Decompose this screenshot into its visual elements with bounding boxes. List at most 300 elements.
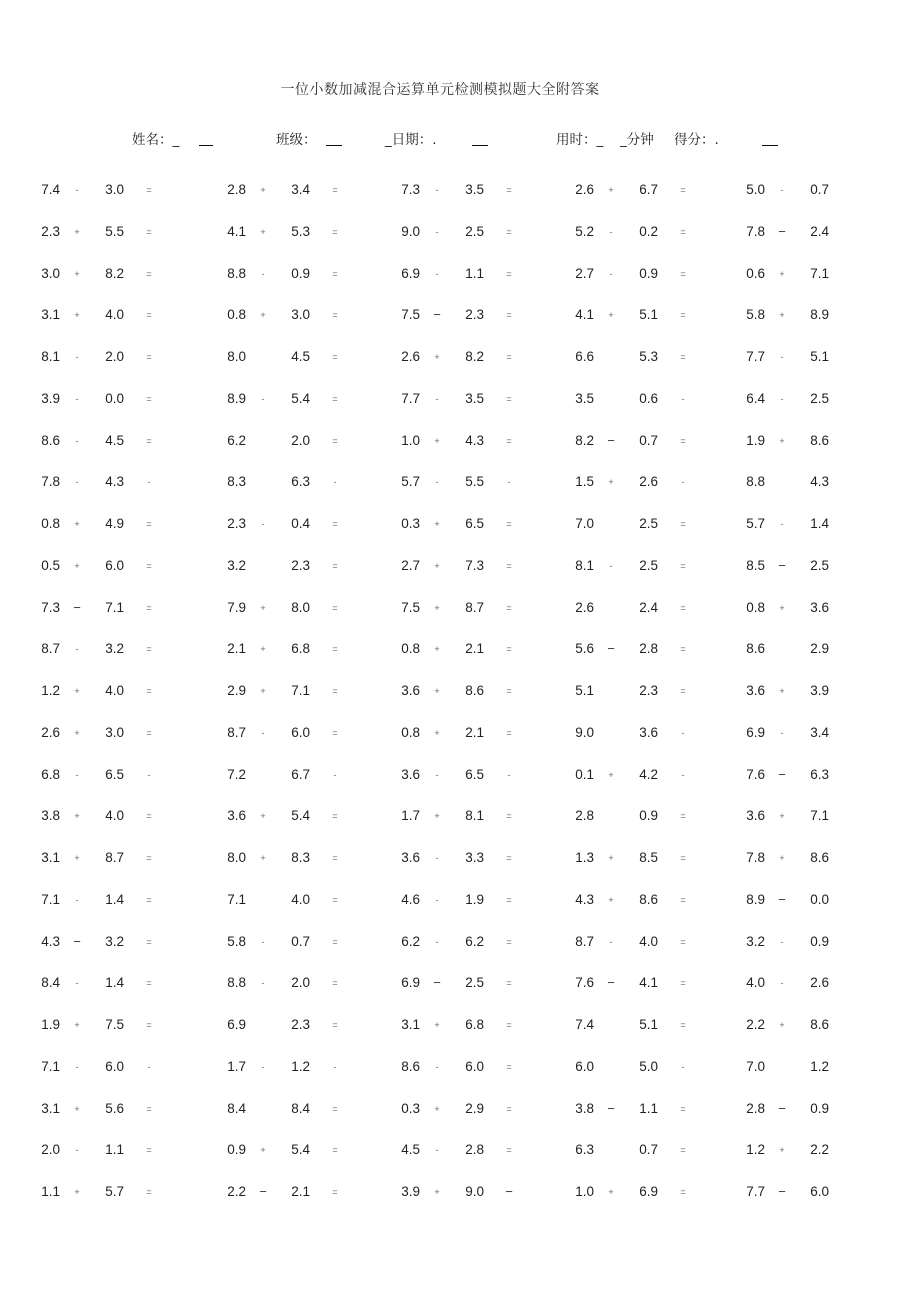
operand-a: 2.8 bbox=[227, 182, 246, 197]
equals-sign: = bbox=[506, 686, 512, 696]
operand-a: 2.7 bbox=[401, 557, 420, 573]
operand-a: 1.2 bbox=[746, 1142, 765, 1158]
operand-b: 2.1 bbox=[465, 641, 484, 657]
operator-sign: + bbox=[74, 727, 80, 738]
operand-b: 7.1 bbox=[291, 683, 310, 698]
equals-sign: = bbox=[332, 393, 338, 404]
operand-a: 3.9 bbox=[41, 390, 60, 406]
operand-a: 7.6 bbox=[746, 766, 765, 782]
operand-b: 4.5 bbox=[291, 349, 310, 364]
operand-b: 2.6 bbox=[639, 474, 658, 490]
operator-sign: − bbox=[73, 933, 81, 949]
operand-a: 8.5 bbox=[746, 557, 765, 573]
problem-row bbox=[0, 1099, 920, 1119]
equals-sign: = bbox=[332, 226, 338, 237]
equals-sign: = bbox=[680, 226, 686, 237]
operator-sign: - bbox=[75, 185, 79, 195]
operand-a: 6.3 bbox=[575, 1142, 594, 1158]
operand-b: 5.5 bbox=[105, 223, 124, 239]
equals-sign: = bbox=[146, 1187, 152, 1197]
operand-a: 8.8 bbox=[227, 975, 246, 991]
operator-sign: - bbox=[435, 226, 439, 237]
operator-sign: - bbox=[780, 978, 784, 989]
operator-sign: − bbox=[778, 1100, 786, 1116]
operand-a: 3.1 bbox=[41, 850, 60, 865]
operand-b: 3.3 bbox=[465, 850, 484, 865]
equals-sign: = bbox=[506, 393, 512, 404]
operand-b: 2.4 bbox=[639, 599, 658, 615]
equals-sign: - bbox=[507, 477, 511, 488]
operator-sign: − bbox=[607, 1100, 615, 1116]
operand-b: 4.1 bbox=[639, 975, 658, 991]
operator-sign: + bbox=[74, 1187, 80, 1197]
operand-b: 1.4 bbox=[105, 975, 124, 991]
name-label: 姓名：_ bbox=[132, 132, 180, 148]
operator-sign: - bbox=[435, 1061, 439, 1072]
operand-a: 8.1 bbox=[41, 349, 60, 364]
operand-b: 1.1 bbox=[639, 1100, 658, 1116]
operand-b: 4.3 bbox=[105, 474, 124, 490]
operand-a: 4.3 bbox=[575, 891, 594, 907]
operand-b: 6.0 bbox=[810, 1184, 829, 1199]
operator-sign: - bbox=[261, 978, 265, 989]
operand-a: 2.8 bbox=[575, 808, 594, 824]
operand-b: 9.0 bbox=[465, 1184, 484, 1199]
operator-sign: - bbox=[780, 936, 784, 947]
operator-sign: + bbox=[74, 1103, 80, 1114]
operand-a: 6.2 bbox=[401, 933, 420, 949]
operand-b: 3.4 bbox=[291, 182, 310, 197]
operator-sign: - bbox=[435, 185, 439, 195]
operand-a: 0.8 bbox=[227, 307, 246, 323]
operand-b: 6.8 bbox=[465, 1017, 484, 1032]
operator-sign: + bbox=[74, 310, 80, 321]
operand-a: 3.0 bbox=[41, 265, 60, 281]
operator-sign: - bbox=[75, 769, 79, 780]
operand-a: 7.4 bbox=[41, 182, 60, 197]
operand-b: 1.2 bbox=[810, 1058, 829, 1074]
operand-a: 5.1 bbox=[575, 683, 594, 698]
operand-b: 2.5 bbox=[639, 557, 658, 573]
operand-a: 5.7 bbox=[746, 516, 765, 531]
operand-a: 5.8 bbox=[746, 307, 765, 323]
operand-b: 2.0 bbox=[291, 432, 310, 448]
operand-b: 6.0 bbox=[465, 1058, 484, 1074]
operand-b: 8.2 bbox=[105, 265, 124, 281]
operator-sign: + bbox=[779, 853, 785, 863]
operand-a: 4.0 bbox=[746, 975, 765, 991]
equals-sign: = bbox=[506, 936, 512, 947]
equals-sign: = bbox=[146, 519, 152, 529]
operand-b: 4.5 bbox=[105, 432, 124, 448]
operand-b: 6.7 bbox=[639, 182, 658, 197]
operator-sign: − bbox=[433, 975, 441, 991]
operand-b: 2.3 bbox=[291, 1017, 310, 1032]
operand-a: 5.8 bbox=[227, 933, 246, 949]
operator-sign: - bbox=[609, 560, 613, 571]
operator-sign: + bbox=[608, 477, 614, 488]
equals-sign: = bbox=[680, 1145, 686, 1156]
operand-a: 3.2 bbox=[227, 557, 246, 573]
equals-sign: - bbox=[147, 769, 151, 780]
operand-b: 8.5 bbox=[639, 850, 658, 865]
operand-a: 2.7 bbox=[575, 265, 594, 281]
equals-sign: = bbox=[146, 811, 152, 822]
operand-a: 3.1 bbox=[41, 1100, 60, 1116]
equals-sign: - bbox=[681, 769, 685, 780]
operand-a: 0.8 bbox=[401, 641, 420, 657]
page-title: 一位小数加减混合运算单元检测模拟题大全附答案 bbox=[280, 82, 600, 98]
operand-a: 8.6 bbox=[41, 432, 60, 448]
equals-sign: = bbox=[680, 435, 686, 446]
problem-row bbox=[0, 1140, 920, 1160]
operand-a: 6.9 bbox=[401, 265, 420, 281]
problem-row bbox=[0, 472, 920, 492]
operand-b: 2.3 bbox=[639, 683, 658, 698]
operand-a: 3.6 bbox=[746, 683, 765, 698]
time-label: 用时：_ bbox=[556, 132, 604, 148]
equals-sign: = bbox=[332, 894, 338, 905]
operand-b: 2.3 bbox=[465, 307, 484, 323]
operand-a: 7.8 bbox=[746, 223, 765, 239]
operand-b: 6.0 bbox=[105, 557, 124, 573]
equals-sign: = bbox=[332, 268, 338, 279]
operand-a: 8.7 bbox=[41, 641, 60, 657]
equals-sign: = bbox=[332, 811, 338, 822]
equals-sign: = bbox=[680, 978, 686, 989]
operand-a: 6.9 bbox=[227, 1017, 246, 1032]
operand-b: 2.5 bbox=[465, 975, 484, 991]
operand-a: 8.0 bbox=[227, 850, 246, 865]
operand-b: 2.9 bbox=[465, 1100, 484, 1116]
operand-b: 8.4 bbox=[291, 1100, 310, 1116]
equals-sign: = bbox=[506, 1020, 512, 1030]
equals-sign: = bbox=[332, 310, 338, 321]
operand-a: 2.6 bbox=[575, 182, 594, 197]
equals-sign: = bbox=[680, 560, 686, 571]
operand-b: 4.0 bbox=[291, 891, 310, 907]
operand-b: 4.0 bbox=[105, 683, 124, 698]
operand-a: 0.9 bbox=[227, 1142, 246, 1158]
operator-sign: + bbox=[608, 185, 614, 195]
operator-sign: − bbox=[778, 891, 786, 907]
date-label: _日期：. bbox=[385, 132, 437, 148]
equals-sign: = bbox=[146, 310, 152, 321]
operand-b: 2.2 bbox=[810, 1142, 829, 1158]
operand-a: 3.6 bbox=[401, 850, 420, 865]
operand-b: 1.4 bbox=[105, 891, 124, 907]
operand-b: 0.0 bbox=[105, 390, 124, 406]
equals-sign: = bbox=[332, 435, 338, 446]
operator-sign: + bbox=[434, 560, 440, 571]
problem-row bbox=[0, 431, 920, 451]
operand-a: 7.0 bbox=[746, 1058, 765, 1074]
operand-b: 3.5 bbox=[465, 390, 484, 406]
operand-b: 3.4 bbox=[810, 724, 829, 740]
operand-b: 6.5 bbox=[465, 516, 484, 531]
operand-a: 1.2 bbox=[41, 683, 60, 698]
operand-b: 0.7 bbox=[639, 1142, 658, 1158]
operand-b: 7.1 bbox=[810, 808, 829, 824]
equals-sign: = bbox=[332, 644, 338, 655]
operand-a: 2.8 bbox=[746, 1100, 765, 1116]
operand-a: 7.5 bbox=[401, 307, 420, 323]
operand-b: 6.0 bbox=[105, 1058, 124, 1074]
operand-b: 2.8 bbox=[639, 641, 658, 657]
equals-sign: - bbox=[333, 477, 337, 488]
operator-sign: - bbox=[435, 853, 439, 863]
operand-b: 0.6 bbox=[639, 390, 658, 406]
equals-sign: = bbox=[506, 1145, 512, 1156]
operand-b: 5.3 bbox=[639, 349, 658, 364]
operand-b: 2.3 bbox=[291, 557, 310, 573]
operand-a: 2.2 bbox=[227, 1184, 246, 1199]
operand-b: 0.9 bbox=[639, 265, 658, 281]
operand-a: 9.0 bbox=[401, 223, 420, 239]
equals-sign: = bbox=[332, 602, 338, 613]
operand-a: 7.7 bbox=[746, 1184, 765, 1199]
equals-sign: = bbox=[680, 310, 686, 321]
operand-a: 1.5 bbox=[575, 474, 594, 490]
operand-b: 5.1 bbox=[639, 1017, 658, 1032]
operator-sign: + bbox=[608, 1187, 614, 1197]
operand-a: 1.0 bbox=[575, 1184, 594, 1199]
operand-b: 5.4 bbox=[291, 390, 310, 406]
operator-sign: + bbox=[260, 185, 266, 195]
operand-b: 4.0 bbox=[105, 307, 124, 323]
operand-b: 3.6 bbox=[639, 724, 658, 740]
problem-row bbox=[0, 1182, 920, 1202]
operand-a: 2.6 bbox=[575, 599, 594, 615]
operator-sign: - bbox=[435, 1145, 439, 1156]
operator-sign: - bbox=[435, 268, 439, 279]
operand-b: 2.5 bbox=[810, 390, 829, 406]
problem-row bbox=[0, 514, 920, 534]
equals-sign: = bbox=[506, 644, 512, 655]
operand-a: 1.3 bbox=[575, 850, 594, 865]
operator-sign: + bbox=[260, 686, 266, 696]
problem-row bbox=[0, 681, 920, 701]
equals-sign: = bbox=[146, 560, 152, 571]
operand-b: 8.0 bbox=[291, 599, 310, 615]
operand-a: 6.8 bbox=[41, 766, 60, 782]
operand-b: 4.3 bbox=[810, 474, 829, 490]
operator-sign: + bbox=[779, 1020, 785, 1030]
operator-sign: + bbox=[434, 1020, 440, 1030]
equals-sign: = bbox=[680, 1103, 686, 1114]
operand-a: 4.3 bbox=[41, 933, 60, 949]
equals-sign: = bbox=[332, 1145, 338, 1156]
problem-row bbox=[0, 1057, 920, 1077]
operand-a: 0.3 bbox=[401, 1100, 420, 1116]
operator-sign: - bbox=[261, 727, 265, 738]
operand-b: 8.9 bbox=[810, 307, 829, 323]
operand-b: 3.5 bbox=[465, 182, 484, 197]
operand-a: 8.6 bbox=[746, 641, 765, 657]
equals-sign: - bbox=[147, 477, 151, 488]
operator-sign: − bbox=[778, 766, 786, 782]
operator-sign: - bbox=[435, 769, 439, 780]
operator-sign: + bbox=[608, 894, 614, 905]
problem-row bbox=[0, 305, 920, 325]
equals-sign: = bbox=[680, 268, 686, 279]
equals-sign: = bbox=[506, 519, 512, 529]
operand-b: 1.2 bbox=[291, 1058, 310, 1074]
operand-a: 4.1 bbox=[575, 307, 594, 323]
operator-sign: + bbox=[260, 853, 266, 863]
operand-b: 0.7 bbox=[639, 432, 658, 448]
operator-sign: - bbox=[261, 393, 265, 404]
operand-a: 7.3 bbox=[401, 182, 420, 197]
equals-sign: − bbox=[505, 1184, 513, 1199]
operand-b: 7.1 bbox=[105, 599, 124, 615]
operand-a: 7.8 bbox=[746, 850, 765, 865]
equals-sign: - bbox=[681, 393, 685, 404]
equals-sign: = bbox=[146, 686, 152, 696]
operand-a: 3.6 bbox=[401, 683, 420, 698]
operand-b: 3.0 bbox=[105, 182, 124, 197]
operator-sign: - bbox=[75, 978, 79, 989]
operator-sign: + bbox=[434, 1103, 440, 1114]
operator-sign: + bbox=[608, 853, 614, 863]
operand-b: 6.8 bbox=[291, 641, 310, 657]
equals-sign: - bbox=[333, 769, 337, 780]
operand-b: 8.6 bbox=[810, 1017, 829, 1032]
equals-sign: = bbox=[146, 435, 152, 446]
operand-b: 3.9 bbox=[810, 683, 829, 698]
operand-b: 2.4 bbox=[810, 223, 829, 239]
operator-sign: + bbox=[434, 519, 440, 529]
operand-b: 2.8 bbox=[465, 1142, 484, 1158]
operand-b: 6.3 bbox=[810, 766, 829, 782]
operand-a: 6.2 bbox=[227, 432, 246, 448]
operand-b: 5.1 bbox=[810, 349, 829, 364]
equals-sign: = bbox=[146, 853, 152, 863]
equals-sign: = bbox=[680, 894, 686, 905]
equals-sign: = bbox=[506, 310, 512, 321]
operand-a: 8.3 bbox=[227, 474, 246, 490]
operator-sign: - bbox=[435, 393, 439, 404]
equals-sign: = bbox=[146, 352, 152, 362]
operand-b: 6.5 bbox=[465, 766, 484, 782]
operand-a: 6.6 bbox=[575, 349, 594, 364]
minutes-label: _分钟 bbox=[620, 132, 654, 148]
operator-sign: - bbox=[75, 894, 79, 905]
problem-row bbox=[0, 347, 920, 367]
operator-sign: + bbox=[434, 435, 440, 446]
operand-a: 4.5 bbox=[401, 1142, 420, 1158]
operand-a: 7.2 bbox=[227, 766, 246, 782]
equals-sign: - bbox=[507, 769, 511, 780]
operand-b: 8.6 bbox=[465, 683, 484, 698]
operand-a: 0.3 bbox=[401, 516, 420, 531]
operator-sign: + bbox=[779, 310, 785, 321]
operand-b: 0.7 bbox=[810, 182, 829, 197]
operator-sign: − bbox=[778, 1184, 786, 1199]
equals-sign: = bbox=[146, 1020, 152, 1030]
problem-row bbox=[0, 973, 920, 993]
operator-sign: − bbox=[607, 432, 615, 448]
operator-sign: + bbox=[779, 435, 785, 446]
operand-b: 2.5 bbox=[465, 223, 484, 239]
operand-b: 1.1 bbox=[105, 1142, 124, 1158]
operator-sign: + bbox=[434, 644, 440, 655]
operand-a: 8.8 bbox=[227, 265, 246, 281]
equals-sign: = bbox=[680, 686, 686, 696]
equals-sign: = bbox=[506, 1061, 512, 1072]
equals-sign: = bbox=[146, 602, 152, 613]
equals-sign: = bbox=[680, 352, 686, 362]
operand-b: 1.1 bbox=[465, 265, 484, 281]
operand-a: 0.8 bbox=[41, 516, 60, 531]
operand-a: 7.4 bbox=[575, 1017, 594, 1032]
equals-sign: - bbox=[681, 1061, 685, 1072]
operand-b: 4.0 bbox=[639, 933, 658, 949]
operator-sign: − bbox=[778, 223, 786, 239]
operand-a: 8.8 bbox=[746, 474, 765, 490]
operand-a: 8.4 bbox=[41, 975, 60, 991]
equals-sign: = bbox=[506, 185, 512, 195]
equals-sign: = bbox=[506, 352, 512, 362]
problem-row bbox=[0, 389, 920, 409]
operand-a: 3.6 bbox=[401, 766, 420, 782]
equals-sign: = bbox=[332, 352, 338, 362]
operand-b: 2.6 bbox=[810, 975, 829, 991]
equals-sign: = bbox=[506, 602, 512, 613]
operator-sign: + bbox=[74, 268, 80, 279]
equals-sign: = bbox=[146, 936, 152, 947]
equals-sign: = bbox=[332, 727, 338, 738]
operand-b: 6.5 bbox=[105, 766, 124, 782]
operator-sign: + bbox=[779, 1145, 785, 1156]
equals-sign: = bbox=[680, 811, 686, 822]
operand-a: 3.5 bbox=[575, 390, 594, 406]
operand-a: 7.1 bbox=[227, 891, 246, 907]
operator-sign: - bbox=[75, 352, 79, 362]
operand-b: 8.6 bbox=[639, 891, 658, 907]
equals-sign: = bbox=[680, 644, 686, 655]
equals-sign: - bbox=[147, 1061, 151, 1072]
equals-sign: = bbox=[680, 602, 686, 613]
problem-row bbox=[0, 222, 920, 242]
operator-sign: - bbox=[75, 477, 79, 488]
operator-sign: - bbox=[609, 226, 613, 237]
operand-b: 4.9 bbox=[105, 516, 124, 531]
operator-sign: + bbox=[260, 226, 266, 237]
equals-sign: = bbox=[146, 978, 152, 989]
operand-a: 2.9 bbox=[227, 683, 246, 698]
operand-a: 3.2 bbox=[746, 933, 765, 949]
equals-sign: = bbox=[506, 560, 512, 571]
equals-sign: = bbox=[680, 853, 686, 863]
operand-b: 5.6 bbox=[105, 1100, 124, 1116]
operator-sign: − bbox=[607, 641, 615, 657]
operand-a: 8.1 bbox=[575, 557, 594, 573]
operator-sign: + bbox=[434, 727, 440, 738]
operator-sign: + bbox=[74, 519, 80, 529]
operator-sign: - bbox=[75, 1061, 79, 1072]
operand-a: 1.0 bbox=[401, 432, 420, 448]
operator-sign: - bbox=[75, 1145, 79, 1156]
operand-a: 4.6 bbox=[401, 891, 420, 907]
operand-b: 6.3 bbox=[291, 474, 310, 490]
operator-sign: + bbox=[779, 602, 785, 613]
equals-sign: = bbox=[146, 894, 152, 905]
operand-b: 8.2 bbox=[465, 349, 484, 364]
operand-a: 7.9 bbox=[227, 599, 246, 615]
equals-sign: = bbox=[506, 978, 512, 989]
operand-b: 0.9 bbox=[291, 265, 310, 281]
